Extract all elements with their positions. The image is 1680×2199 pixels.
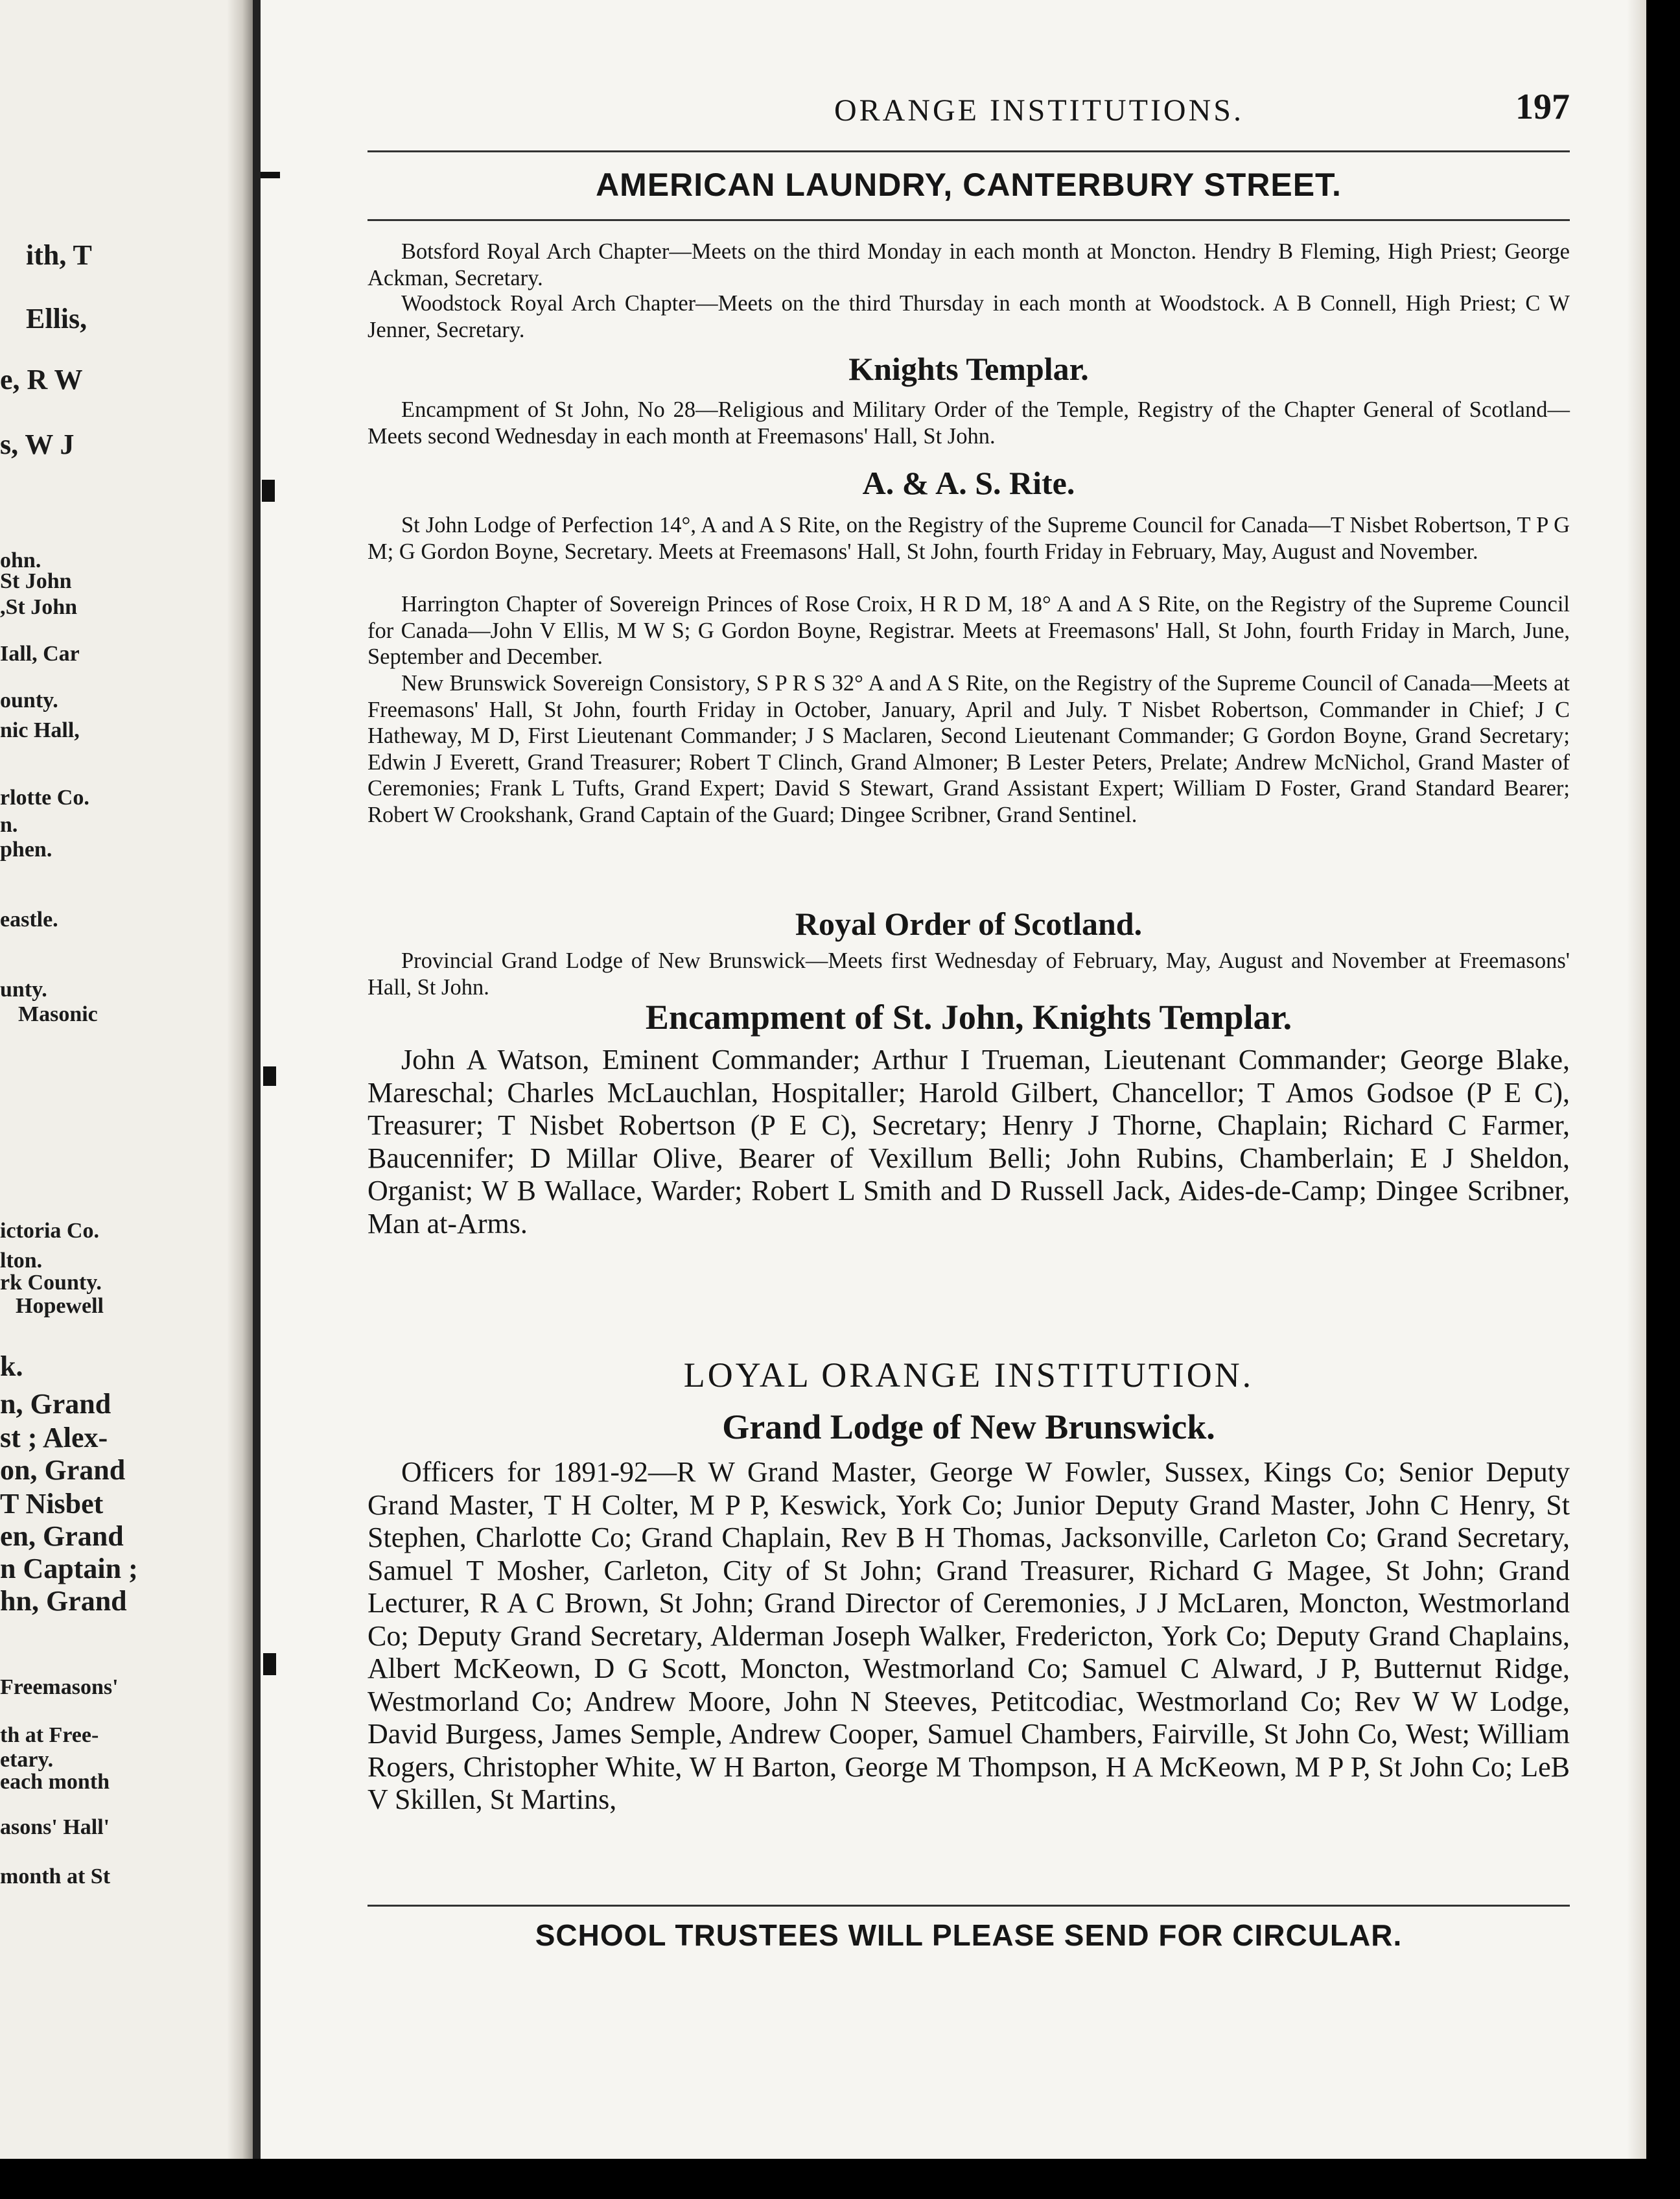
paragraph-harrington-chapter: Harrington Chapter of Sovereign Princes of Rose Croix, H R D M, 18° A and A S Rite, on the Registry of the Supreme Council for Canada—John V Ellis, M W S; G Gordon Boyne, Registrar. Meets at Freemasons' Hall, St John, fourth Friday in March, June, September and December. — [368, 592, 1570, 669]
page-fold-shadow — [227, 0, 253, 2159]
left-text-line: Hopewell — [16, 1294, 104, 1318]
page-edge-shadow — [1627, 0, 1646, 2159]
left-text-line: phen. — [0, 838, 52, 862]
left-text-line: s, W J — [0, 429, 75, 460]
left-text-line: Masonic — [18, 1002, 98, 1026]
page-header — [368, 81, 1570, 139]
paragraph-orange-officers: Officers for 1891-92—R W Grand Master, George W Fowler, Sussex, Kings Co; Senior Deputy Grand Master, T H Colter, M P P, Keswick, York Co; Junior Deputy Grand Master, John C Henry, St Stephen, Charlotte Co; Grand Chaplain, Rev B H Thomas, Jacksonville, Carleton Co; Grand Secretary, Samuel T Mosher, Carleton, City of St John; Grand Treasurer, Richard G Magee, St John; Grand Lecturer, R A C Brown, St John; Grand Director of Ceremonies, J J McLaren, Moncton, Westmorland Co; Deputy Grand Secretary, Alderman Joseph Walker, Fredericton, York Co; Deputy Grand Chaplains, Albert McKeown, D G Scott, Moncton, Westmorland Co; Samuel C Alward, J P, Butternut Ridge, Westmorland Co; Andrew Moore, John N Steeves, Petitcodiac, Westmorland Co; Rev W W Lodge, David Burgess, James Semple, Andrew Cooper, Samuel Chambers, Fairville, St John Co, West; William Rogers, Christopher White, W H Barton, George M Thompson, H A McKeown, M P P, St John Co; LeB V Skillen, St Martins, — [368, 1456, 1570, 1815]
scan-border — [0, 2159, 1680, 2199]
left-text-line: St John — [0, 569, 72, 593]
left-text-line: ohn. — [0, 548, 41, 572]
left-page-fragment — [0, 0, 253, 2159]
binding-mark — [263, 1066, 276, 1086]
left-text-line: ictoria Co. — [0, 1219, 99, 1243]
heading-knights-templar: Knights Templar. — [848, 351, 1089, 387]
heading-royal-order-of-scotland: Royal Order of Scotland. — [795, 906, 1143, 942]
left-text-line: eastle. — [0, 908, 58, 932]
left-text-line: lton. — [0, 1249, 43, 1273]
left-text-line: ith, T — [26, 239, 92, 271]
heading-grand-lodge-new-brunswick: Grand Lodge of New Brunswick. — [722, 1407, 1215, 1446]
left-text-line: Iall, Car — [0, 642, 80, 666]
left-text-line: en, Grand — [0, 1520, 124, 1552]
paragraph-woodstock-chapter: Woodstock Royal Arch Chapter—Meets on the third Thursday in each month at Woodstock. A B Connell, High Priest; C W Jenner, Secretary. — [368, 291, 1570, 342]
binding-mark — [263, 1653, 276, 1675]
left-text-line: Ellis, — [26, 303, 88, 335]
left-text-line: on, Grand — [0, 1454, 126, 1486]
left-text-line: st ; Alex- — [0, 1422, 108, 1453]
book-spine — [253, 0, 261, 2159]
paragraph-encampment-registry: Encampment of St John, No 28—Religious and Military Order of the Temple, Registry of the Chapter General of Scotland—Meets second Wednesday in each month at Freemasons' Hall, St John. — [368, 397, 1570, 449]
paragraph-encampment-officers: John A Watson, Eminent Commander; Arthur I Trueman, Lieutenant Commander; George Blake, Mareschal; Charles McLauchlan, Hospitaller; Harold Gilbert, Chancellor; T Amos Godsoe (P E C), Treasurer; T Nisbet Robertson (P E C), Secretary; Henry J Thorne, Chaplain; Richard C Farmer, Baucennifer; D Millar Olive, Bearer of Vexillum Belli; John Rubins, Chamberlain; E J Sheldon, Organist; W B Wallace, Warder; Robert L Smith and D Russell Jack, Aides-de-Camp; Dingee Scribner, Man at-Arms. — [368, 1044, 1570, 1240]
left-text-line: asons' Hall' — [0, 1815, 110, 1839]
left-text-line: k. — [0, 1350, 23, 1382]
left-text-line: nic Hall, — [0, 718, 80, 742]
binding-mark — [261, 172, 280, 178]
paragraph-botsford-chapter: Botsford Royal Arch Chapter—Meets on the third Monday in each month at Moncton. Hendry B Fleming, High Priest; George Ackman, Secretary. — [368, 239, 1570, 290]
left-text-line: th at Free- — [0, 1723, 99, 1747]
left-text-line: each month — [0, 1770, 110, 1794]
left-text-line: ,St John — [0, 595, 78, 619]
page-number: 197 — [1515, 87, 1570, 127]
running-head: ORANGE INSTITUTIONS. — [834, 93, 1244, 128]
left-text-line: n Captain ; — [0, 1553, 138, 1584]
heading-loyal-orange-institution: LOYAL ORANGE INSTITUTION. — [683, 1356, 1254, 1394]
footer-rule — [368, 1905, 1570, 1907]
left-text-line: rk County. — [0, 1271, 102, 1295]
paragraph-sovereign-consistory: New Brunswick Sovereign Consistory, S P R S 32° A and A S Rite, on the Registry of the Supreme Council of Canada—Meets at Freemasons' Hall, St John, fourth Friday in October, January, April and July. T Nisbet Robertson, Commander in Chief; J C Hatheway, M D, First Lieutenant Commander; J S Maclaren, Second Lieutenant Commander; G Gordon Boyne, Grand Secretary; Edwin J Everett, Grand Treasurer; Robert T Clinch, Grand Almoner; B Lester Peters, Prelate; Andrew McNichol, Grand Master of Ceremonies; Frank L Tufts, Grand Expert; David S Stewart, Grand Assistant Expert; William D Foster, Grand Standard Bearer; Robert W Crookshank, Grand Captain of the Guard; Dingee Scribner, Grand Sentinel. — [368, 671, 1570, 827]
paragraph-lodge-of-perfection: St John Lodge of Perfection 14°, A and A S Rite, on the Registry of the Supreme Council for Canada—T Nisbet Robertson, T P G M; G Gordon Boyne, Secretary. Meets at Freemasons' Hall, St John, fourth Friday in February, May, August and November. — [368, 513, 1570, 564]
page-197 — [261, 0, 1646, 2159]
left-text-line: rlotte Co. — [0, 786, 89, 810]
left-text-line: hn, Grand — [0, 1585, 127, 1617]
left-text-line: n. — [0, 813, 18, 837]
advertisement-banner-bottom: SCHOOL TRUSTEES WILL PLEASE SEND FOR CIRCULAR. — [535, 1918, 1403, 1952]
banner-rule — [368, 219, 1570, 221]
heading-aas-rite: A. & A. S. Rite. — [862, 465, 1075, 501]
left-text-line: unty. — [0, 978, 47, 1002]
left-text-line: e, R W — [0, 364, 83, 395]
left-text-line: T Nisbet — [0, 1488, 104, 1520]
left-text-line: Freemasons' — [0, 1675, 119, 1699]
heading-encampment-st-john: Encampment of St. John, Knights Templar. — [645, 998, 1292, 1037]
binding-mark — [262, 480, 275, 502]
advertisement-banner-top: AMERICAN LAUNDRY, CANTERBURY STREET. — [596, 167, 1342, 203]
left-text-line: n, Grand — [0, 1388, 111, 1420]
paragraph-provincial-grand-lodge: Provincial Grand Lodge of New Brunswick—Meets first Wednesday of February, May, August and November at Freemasons' Hall, St John. — [368, 948, 1570, 1000]
header-rule — [368, 150, 1570, 152]
left-text-line: ounty. — [0, 688, 58, 712]
left-text-line: month at St — [0, 1864, 111, 1888]
left-text-line: etary. — [0, 1748, 54, 1772]
